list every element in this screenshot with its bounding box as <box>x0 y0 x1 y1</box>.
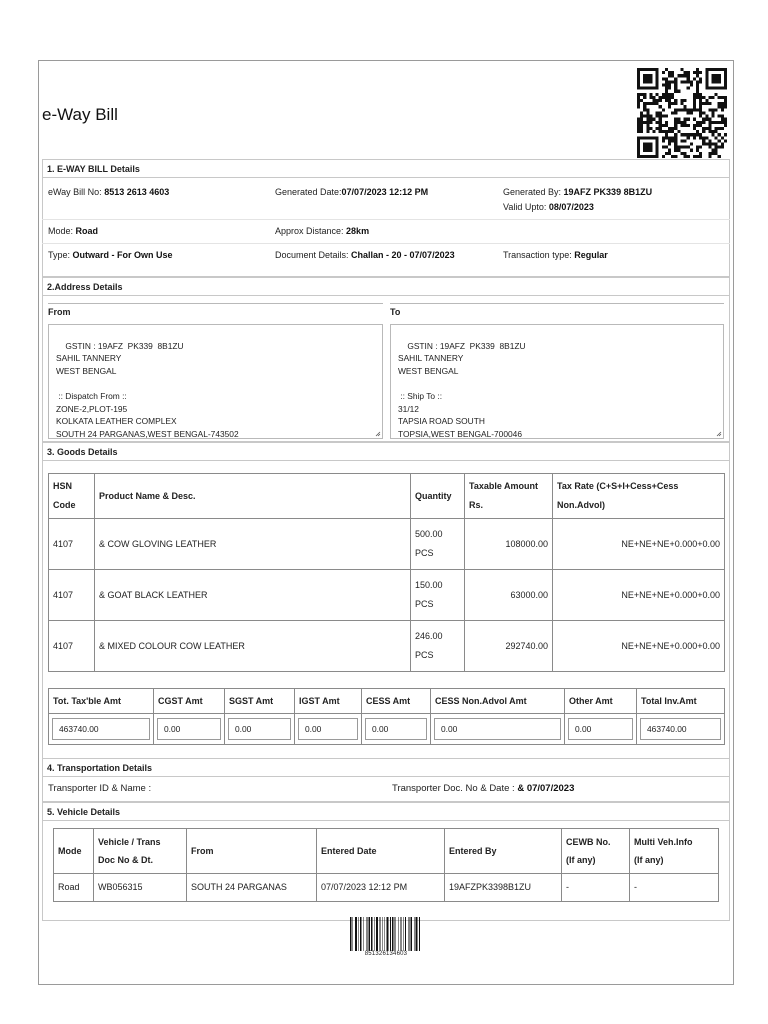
col-from: From <box>187 829 317 874</box>
tax-rate-cell: NE+NE+NE+0.000+0.00 <box>553 570 725 621</box>
taxable-cell: 108000.00 <box>465 519 553 570</box>
totals-values-row <box>49 714 725 745</box>
col-cewb: CEWB No. (If any) <box>562 829 630 874</box>
cess-field[interactable]: 0.00 <box>365 718 427 740</box>
col-entered-date: Entered Date <box>317 829 445 874</box>
eway-row-1 <box>42 180 730 220</box>
col-hsn: HSN Code <box>49 474 95 519</box>
from-address[interactable] <box>48 324 383 439</box>
hsn-cell: 4107 <box>49 519 95 570</box>
vehicle-mode-cell: Road <box>54 874 94 902</box>
sgst-cell <box>225 714 295 745</box>
transaction-type: Transaction type: Regular <box>503 250 608 260</box>
table-row <box>49 570 725 621</box>
tot-taxable-field[interactable]: 463740.00 <box>52 718 150 740</box>
col-tax-rate: Tax Rate (C+S+I+Cess+Cess Non.Advol) <box>553 474 725 519</box>
vehicle-table <box>53 828 719 902</box>
quantity-cell: 150.00 PCS <box>411 570 465 621</box>
vehicle-header-row <box>54 829 719 874</box>
col-taxable: Taxable Amount Rs. <box>465 474 553 519</box>
section-goods-heading: 3. Goods Details <box>42 442 730 461</box>
cgst-header: CGST Amt <box>154 689 225 714</box>
tot-taxable-cell <box>49 714 154 745</box>
table-row <box>49 621 725 672</box>
resize-handle-icon[interactable] <box>375 431 381 437</box>
barcode-number: 851326134603 <box>364 951 408 957</box>
product-cell: & COW GLOVING LEATHER <box>95 519 411 570</box>
goods-header-row <box>49 474 725 519</box>
eway-bill-page <box>38 60 734 985</box>
eway-bill-no: eWay Bill No: 8513 2613 4603 <box>48 187 170 197</box>
cgst-cell <box>154 714 225 745</box>
eway-row-2 <box>42 220 730 244</box>
total-inv-header: Total Inv.Amt <box>637 689 725 714</box>
type: Type: Outward - For Own Use <box>48 250 173 260</box>
from-address-text: GSTIN : 19AFZ PK339 8B1ZU SAHIL TANNERY WEST BENGAL :: Dispatch From :: ZONE-2,PLOT-195 KOLKATA LEATHER COMPLEX SOUTH 24 PARGANAS,WEST BENGAL-743502 <box>56 340 239 439</box>
col-vehicle: Vehicle / Trans Doc No & Dt. <box>94 829 187 874</box>
vehicle-no-cell: WB056315 <box>94 874 187 902</box>
hsn-cell: 4107 <box>49 621 95 672</box>
table-row <box>49 519 725 570</box>
tax-rate-cell: NE+NE+NE+0.000+0.00 <box>553 621 725 672</box>
resize-handle-icon[interactable] <box>716 431 722 437</box>
col-product: Product Name & Desc. <box>95 474 411 519</box>
sgst-header: SGST Amt <box>225 689 295 714</box>
col-mode: Mode <box>54 829 94 874</box>
section-address-heading: 2.Address Details <box>42 277 730 296</box>
vehicle-multi-cell: - <box>630 874 719 902</box>
eway-row-3 <box>42 244 730 270</box>
taxable-cell: 292740.00 <box>465 621 553 672</box>
tot-taxable-header: Tot. Tax'ble Amt <box>49 689 154 714</box>
section-vehicle-heading: 5. Vehicle Details <box>42 802 730 821</box>
igst-cell <box>295 714 362 745</box>
product-cell: & GOAT BLACK LEATHER <box>95 570 411 621</box>
vehicle-entered-date-cell: 07/07/2023 12:12 PM <box>317 874 445 902</box>
product-cell: & MIXED COLOUR COW LEATHER <box>95 621 411 672</box>
cess-header: CESS Amt <box>362 689 431 714</box>
transporter-id-name: Transporter ID & Name : <box>48 783 152 794</box>
col-quantity: Quantity <box>411 474 465 519</box>
other-field[interactable]: 0.00 <box>568 718 633 740</box>
cess-cell <box>362 714 431 745</box>
quantity-cell: 500.00 PCS <box>411 519 465 570</box>
cess-nonadvol-cell <box>431 714 565 745</box>
quantity-cell: 246.00 PCS <box>411 621 465 672</box>
section-eway-details-heading: 1. E-WAY BILL Details <box>42 159 730 178</box>
vehicle-from-cell: SOUTH 24 PARGANAS <box>187 874 317 902</box>
totals-header-row <box>49 689 725 714</box>
valid-upto: Valid Upto: 08/07/2023 <box>503 202 594 212</box>
qr-code <box>635 68 729 158</box>
vehicle-entered-by-cell: 19AFZPK3398B1ZU <box>445 874 562 902</box>
col-multi-veh: Multi Veh.Info (If any) <box>630 829 719 874</box>
hsn-cell: 4107 <box>49 570 95 621</box>
approx-distance: Approx Distance: 28km <box>275 226 370 236</box>
col-entered-by: Entered By <box>445 829 562 874</box>
mode: Mode: Road <box>48 226 99 236</box>
section-transport-heading: 4. Transportation Details <box>42 758 730 777</box>
generated-by: Generated By: 19AFZ PK339 8B1ZU <box>503 187 653 197</box>
total-inv-cell <box>637 714 725 745</box>
tax-rate-cell: NE+NE+NE+0.000+0.00 <box>553 519 725 570</box>
table-row <box>54 874 719 902</box>
goods-table <box>48 473 725 672</box>
sgst-field[interactable]: 0.00 <box>228 718 291 740</box>
to-address-text: GSTIN : 19AFZ PK339 8B1ZU SAHIL TANNERY WEST BENGAL :: Ship To :: 31/12 TAPSIA ROAD SOUTH TOPSIA,WEST BENGAL-700046 <box>398 340 526 439</box>
igst-header: IGST Amt <box>295 689 362 714</box>
transporter-doc: Transporter Doc. No & Date : & 07/07/2023 <box>392 783 575 794</box>
document-details: Document Details: Challan - 20 - 07/07/2023 <box>275 250 455 260</box>
from-label: From <box>48 303 383 317</box>
to-label: To <box>390 303 724 317</box>
barcode <box>350 917 422 953</box>
igst-field[interactable]: 0.00 <box>298 718 358 740</box>
taxable-cell: 63000.00 <box>465 570 553 621</box>
cess-nonadvol-field[interactable]: 0.00 <box>434 718 561 740</box>
to-address[interactable] <box>390 324 724 439</box>
page-title: e-Way Bill <box>42 105 118 124</box>
other-cell <box>565 714 637 745</box>
generated-date: Generated Date:07/07/2023 12:12 PM <box>275 187 429 197</box>
other-header: Other Amt <box>565 689 637 714</box>
section-transport <box>42 777 730 802</box>
cess-nonadvol-header: CESS Non.Advol Amt <box>431 689 565 714</box>
cgst-field[interactable]: 0.00 <box>157 718 221 740</box>
totals-table <box>48 688 725 745</box>
vehicle-cewb-cell: - <box>562 874 630 902</box>
total-inv-field[interactable]: 463740.00 <box>640 718 721 740</box>
